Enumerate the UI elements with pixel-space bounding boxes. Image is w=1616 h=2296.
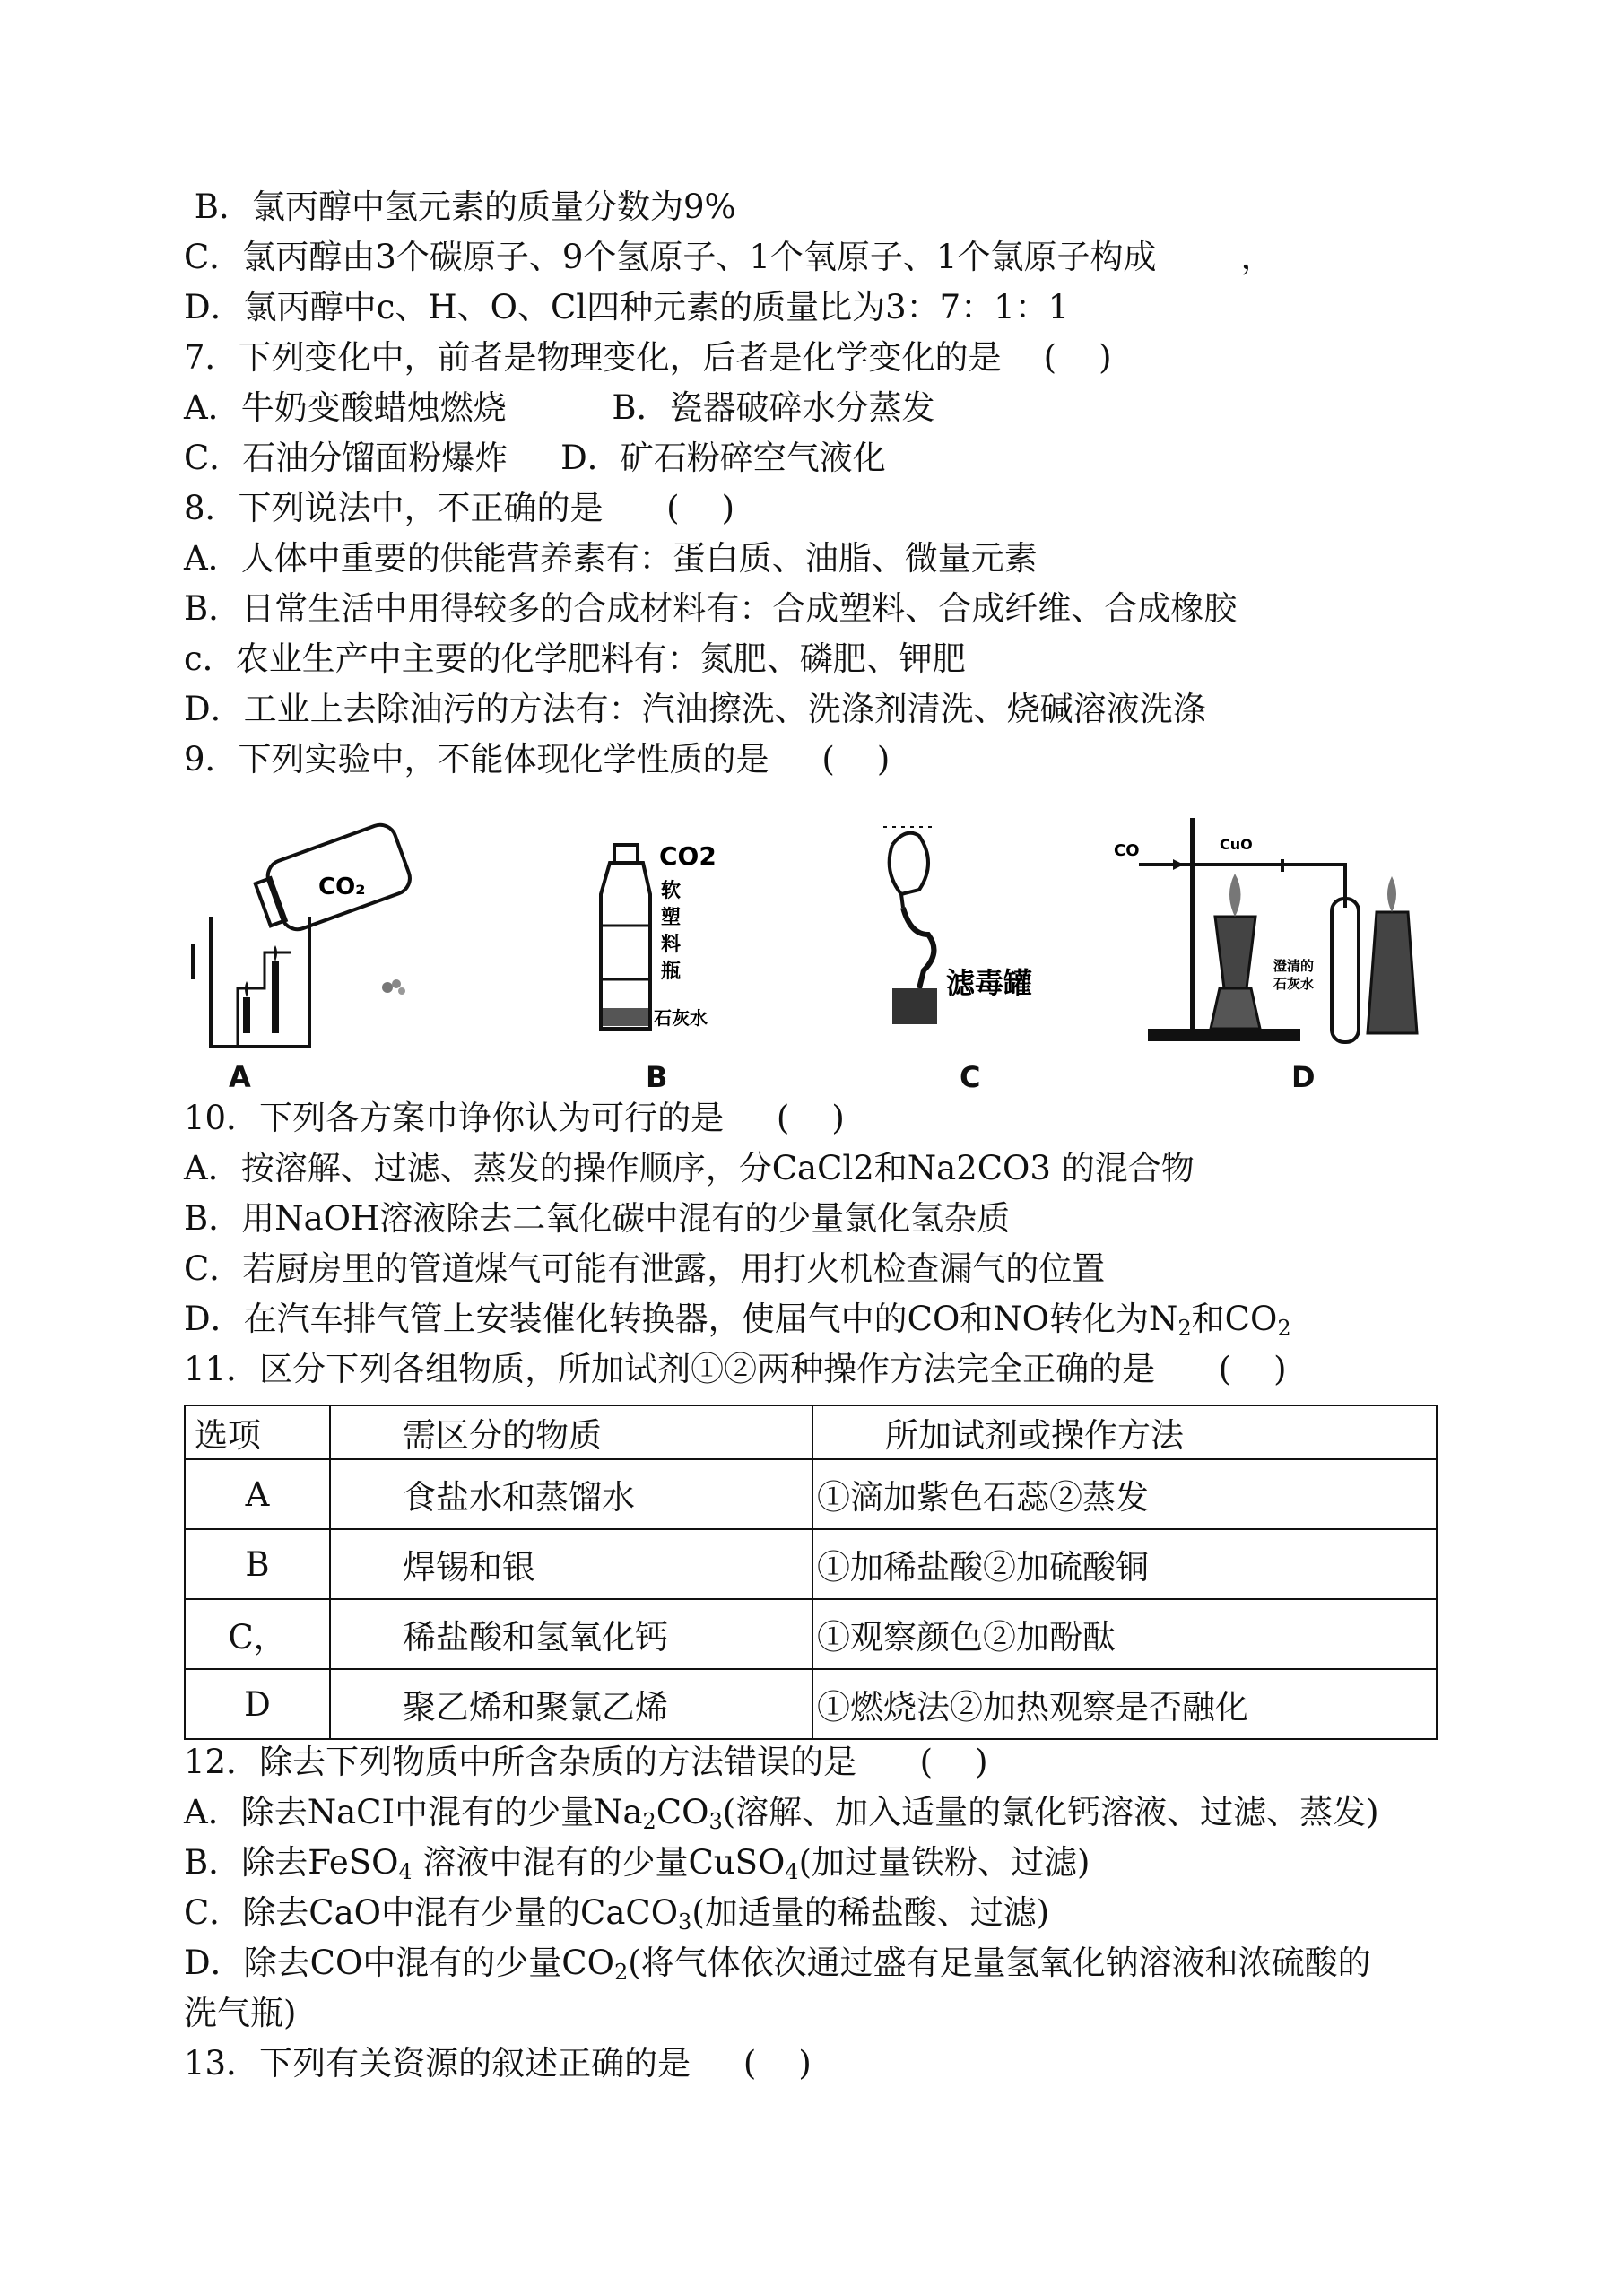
q10-option-a: A．按溶解、过滤、蒸发的操作顺序，分CaCl2和Na2CO3 的混合物 <box>184 1149 1195 1187</box>
q12-option-c: C．除去CaO中混有少量的CaCO$_3$(加适量的稀盐酸、过滤) <box>184 1893 1050 1935</box>
option-b-line: B．氯丙醇中氢元素的质量分数为9% <box>184 187 736 226</box>
option-c-line: C．氯丙醇由3个碳原子、9个氢原子、1个氧原子、1个氯原子构成 ， <box>184 238 1274 276</box>
q8-option-c: c．农业生产中主要的化学肥料有：氮肥、磷肥、钾肥 <box>184 639 966 678</box>
figure-c-label: C <box>960 1060 981 1094</box>
q7-options-cd: C．石油分馏面粉爆炸 D．矿石粉碎空气液化 <box>184 439 886 477</box>
figure-b-bottle-4: 瓶 <box>661 961 682 983</box>
table-cell-substance: 焊锡和银 <box>330 1529 812 1599</box>
figure-b-water-label: 石灰水 <box>654 1007 708 1029</box>
table-cell-substance: 聚乙烯和聚氯乙烯 <box>330 1669 812 1739</box>
option-d-line: D．氯丙醇中c、H、O、Cl四种元素的质量比为3：7：1：1 <box>184 288 1070 326</box>
table-cell-option: B <box>185 1529 330 1599</box>
figure-d-water-label-1: 澄清的 <box>1273 958 1315 974</box>
figure-b-gas-label: CO2 <box>659 841 717 871</box>
figure-a-drawing <box>184 809 417 1051</box>
table-row <box>185 1529 1437 1599</box>
figure-a-label: A <box>229 1060 251 1094</box>
figure-c-drawing <box>856 809 1072 1051</box>
question-8: 8．下列说法中，不正确的是 ( ) <box>184 489 735 527</box>
question-11: 11．区分下列各组物质，所加试剂①②两种操作方法完全正确的是 ( ) <box>184 1350 1287 1388</box>
table-cell-method: ①燃烧法②加热观察是否融化 <box>812 1669 1437 1739</box>
q8-option-d: D．工业上去除油污的方法有：汽油擦洗、洗涤剂清洗、烧碱溶液洗涤 <box>184 690 1206 728</box>
experiment-figures <box>184 809 1438 1105</box>
q10-option-b: B．用NaOH溶液除去二氧化碳中混有的少量氯化氢杂质 <box>184 1199 1011 1238</box>
figure-b <box>560 809 740 1094</box>
figure-d <box>1112 809 1435 1094</box>
table-cell-option: C， <box>185 1599 330 1669</box>
figure-b-label: B <box>646 1060 668 1094</box>
table-cell-substance: 食盐水和蒸馏水 <box>330 1459 812 1529</box>
question-9: 9．下列实验中，不能体现化学性质的是 ( ) <box>184 740 891 778</box>
table-cell-method: ①观察颜色②加酚酞 <box>812 1599 1437 1669</box>
figure-b-bottle-1: 软 <box>661 880 682 902</box>
smudge-mark <box>377 975 413 1002</box>
q8-option-a: A．人体中重要的供能营养素有：蛋白质、油脂、微量元素 <box>184 539 1038 578</box>
q10-option-c: C．若厨房里的管道煤气可能有泄露，用打火机检查漏气的位置 <box>184 1249 1106 1288</box>
question-13: 13．下列有关资源的叙述正确的是 ( ) <box>184 2044 812 2083</box>
table-cell-method: ①滴加紫色石蕊②蒸发 <box>812 1459 1437 1529</box>
table-header-cell: 选项 <box>185 1405 330 1459</box>
figure-c-canister-label: 滤毒罐 <box>946 966 1033 1000</box>
table-header-cell: 需区分的物质 <box>330 1405 812 1459</box>
table-row <box>185 1459 1437 1529</box>
q8-option-b: B．日常生活中用得较多的合成材料有：合成塑料、合成纤维、合成橡胶 <box>184 589 1238 628</box>
table-cell-substance: 稀盐酸和氢氧化钙 <box>330 1599 812 1669</box>
table-cell-option: D <box>185 1669 330 1739</box>
figure-d-drawing <box>1112 809 1435 1051</box>
figure-d-cuo-label: CuO <box>1220 836 1253 853</box>
table-header-row <box>185 1405 1437 1459</box>
figure-d-label: D <box>1291 1060 1316 1094</box>
q7-options-ab: A．牛奶变酸蜡烛燃烧 B．瓷器破碎水分蒸发 <box>184 388 935 427</box>
figure-b-drawing <box>560 809 740 1051</box>
table-cell-method: ①加稀盐酸②加硫酸铜 <box>812 1529 1437 1599</box>
question-10: 10．下列各方案巾诤你认为可行的是 ( ) <box>184 1099 845 1137</box>
figure-c <box>856 809 1072 1094</box>
table-row <box>185 1599 1437 1669</box>
figure-a-gas-label: CO₂ <box>318 874 366 900</box>
figure-d-gas-label: CO <box>1114 841 1140 860</box>
q11-table <box>184 1405 1438 1740</box>
table-cell-option: A <box>185 1459 330 1529</box>
q10-option-d: D．在汽车排气管上安装催化转换器，使届气中的CO和NO转化为$N_2$和$CO_2$ <box>184 1300 1291 1341</box>
question-12: 12．除去下列物质中所含杂质的方法错误的是 ( ) <box>184 1743 988 1781</box>
table-header-cell: 所加试剂或操作方法 <box>812 1405 1437 1459</box>
figure-b-bottle-3: 料 <box>661 934 682 956</box>
figure-a <box>184 809 417 1094</box>
table-row <box>185 1669 1437 1739</box>
q12-option-b: B．除去FeSO$_4$ 溶液中混有的少量CuSO$_4$(加过量铁粉、过滤) <box>184 1843 1090 1884</box>
figure-b-bottle-2: 塑 <box>661 907 682 929</box>
question-7: 7．下列变化中，前者是物理变化，后者是化学变化的是 ( ) <box>184 338 1112 377</box>
q12-option-d-continued: 洗气瓶) <box>184 1994 297 2032</box>
figure-d-water-label-2: 石灰水 <box>1273 976 1315 992</box>
q12-option-a: A．除去NaCI中混有的少量$Na_2CO_3$(溶解、加入适量的氯化钙溶液、过滤、蒸发) <box>184 1793 1379 1834</box>
q12-option-d: D．除去CO中混有的少量$CO_2$(将气体依次通过盛有足量氢氧化钠溶液和浓硫酸的 <box>184 1944 1371 1985</box>
